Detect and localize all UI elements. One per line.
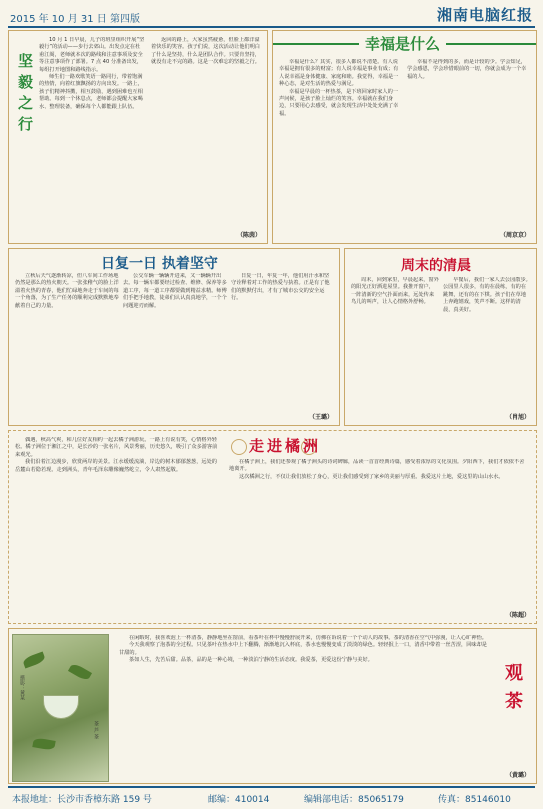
article-zoujin-body-2: 我们沿着江边漫步，欣赏两岸的美景。江水缓缓流淌，岸边的树木郁郁葱葱，远处的岳麓山若隐若现。走到洲头，青年毛泽东雕像巍然屹立，令人肃然起敬。 xyxy=(15,459,217,473)
newspaper-logo: 湘南电脑红报 xyxy=(436,6,533,24)
article-zhoumo-title: 周末的清晨 xyxy=(401,258,471,274)
article-jianyi xyxy=(8,30,268,244)
article-zhoumo-body-1: 周末，回到家里，早晨起来，窗外的阳光正好洒进屋里。我推开窗户，一阵清新的空气扑面而来，远处传来鸟儿的叫声，让人心情格外舒畅。 xyxy=(351,277,439,306)
article-zhoumo-body-2: 早餐后，我们一家人去公园散步。公园里人很多，有的在晨练，有的在跳舞，还有的在下棋。孩子们在草地上奔跑嬉戏，笑声不断。这样的清晨，真美好。 xyxy=(443,277,531,313)
tea-cup-icon xyxy=(43,695,79,719)
article-guancha-author: （黄璐） xyxy=(505,772,530,779)
issue-date: 2015 年 10 月 31 日 第四版 xyxy=(10,14,140,25)
article-riyou-body-3: 日复一日，年复一年，他们用汗水和坚守诠释着对工作的热爱与执着。正是有了他们的默默付出，才有了城市公交的安全运行。 xyxy=(231,273,330,302)
article-jianyi-body-1: 10 月 1 日早晨，儿子的班里组织开展“坚毅行”的活动——步行去郊山。出发点定在杜甫江阁，老师就本次的路线和注意事项及安全等注意事项作了部署。7 点 40 分准备出发，每组打开地图和路线指示。 xyxy=(39,37,145,73)
tea-leaf-icon xyxy=(32,737,55,751)
footer-address: 本报地址：长沙市香樟东路 159 号 xyxy=(12,795,152,805)
article-jianyi-body-2: 师生们一路欢歌笑语一路同行，带着饱满的热情，向着红旗飘扬的方向出发。一路上，孩子们精神抖擞，相互鼓励，遇到困难也互相帮助。每到一个休息点，老师都会提醒大家喝水、整理装备，确保每个人都能跟上队伍。 xyxy=(39,74,143,110)
tea-photo xyxy=(12,634,109,782)
article-riyou-author: （王璐） xyxy=(308,414,333,421)
article-xingfu-author: （周京京） xyxy=(499,232,530,239)
article-xingfu-body-1: 幸福是什么？其实，很多人都说不清楚。有人说幸福是拥有很多的财富；有人说幸福是事业有成；有人说幸福是身体健康、家庭和睦。我觉得，幸福是一种心态，是对生活的热爱与满足。 xyxy=(279,59,399,88)
article-zoujin-body-3: 在橘子洲上，我们还参观了橘子洲头的诗词碑廊，品读一首首经典诗篇，感受着浓厚的文化氛围。夕阳西下，我们才依依不舍地离开。 xyxy=(229,459,525,473)
tea-leaf-icon xyxy=(68,662,92,682)
tea-photo-caption-right: 茶 芦 茶 xyxy=(93,721,99,740)
article-zoujin-author: （陈超） xyxy=(505,612,530,619)
article-guancha-title: 观茶 xyxy=(502,663,523,719)
article-jianyi-title: 坚毅之行 xyxy=(16,53,34,137)
article-zoujin-body-1: 偶遇，秋高气爽，和几位好友相约一起去橘子洲游玩。一路上有说有笑，心情格外轻松。橘子洲位于湘江之中，是长沙的一张名片，风景秀丽，历史悠久，吸引了众多游客前来观光。 xyxy=(15,437,218,458)
masthead xyxy=(8,4,535,28)
tea-leaf-icon xyxy=(22,652,46,669)
article-jianyi-author: （陈茵） xyxy=(236,232,261,239)
article-zoujin-title: 走进橘洲 xyxy=(249,437,322,455)
footer xyxy=(8,786,535,806)
article-xingfu xyxy=(272,30,537,244)
article-guancha-body-1: 在闲暇时，我喜欢泡上一杯清茶，静静地坐在窗前，看茶叶在杯中慢慢舒展开来，仿佛在诉说着一个个动人的故事。茶的清香在空气中弥漫，让人心旷神怡。 xyxy=(129,635,487,641)
article-riyou xyxy=(8,248,340,426)
article-guancha-body-2: 今天我观察了泡茶的全过程。只见茶叶在热水中上下翻腾，渐渐地沉入杯底，茶水也慢慢变成了淡淡的绿色。轻轻抿上一口，清香中带着一丝苦涩，回味却是甘甜的。 xyxy=(119,642,487,656)
footer-phone: 编辑部电话：85065179 xyxy=(304,795,404,805)
article-riyou-body-1: 立秋后天气逐渐转凉，但八车间工作场地仍然是那么的热火朝天。一张张稚气的脸上洋溢着火热的青春，他们忙碌地奔走于车间的每一个角落，为了生产任务的顺利完成默默地奉献着自己的力量。 xyxy=(15,273,119,309)
article-zoujin xyxy=(8,430,537,624)
article-jianyi-body-3: 返回的路上，大家虽然疲惫，但脸上都洋溢着快乐的笑容。孩子们说，这次活动让他们明白了什么是坚持，什么是团队合作。只要肯坚持，就没有走不完的路。这是一次难忘的坚毅之行。 xyxy=(151,37,260,66)
footer-postcode: 邮编：410014 xyxy=(208,795,270,805)
article-xingfu-body-2: 幸福是早晨的一杯热茶，是下班回家时家人的一声问候，是孩子脸上灿烂的笑容。幸福就在我们身边，只要用心去感受，就会发现生活中处处充满了幸福。 xyxy=(279,88,399,117)
tea-photo-caption-left: 摄影：黄某 xyxy=(19,675,25,700)
article-riyou-title: 日复一日 执着坚守 xyxy=(101,256,218,272)
article-zhoumo-author: （肖旭） xyxy=(505,414,530,421)
article-zoujin-body-4: 这次橘洲之行，不仅让我们放松了身心，更让我们感受到了家乡的美丽与厚重。我爱这片土地，爱这里的山山水水。 xyxy=(239,473,504,480)
article-guancha-body-3: 茶如人生，先苦后甜。品茶，品的是一种心境，一种淡泊宁静的生活态度。我爱茶，更爱这份宁静与美好。 xyxy=(129,657,373,664)
article-zhoumo xyxy=(344,248,537,426)
article-xingfu-body-3: 幸福不是得到的多，而是计较的少。学会知足，学会感恩，学会珍惜眼前的一切，你就会成为一个幸福的人。 xyxy=(407,59,527,80)
footer-fax: 传真：85146010 xyxy=(438,795,511,805)
article-riyou-body-2: 公交车辆一辆辆开进来，又一辆辆开出去。每一辆车都要经过检查、维修、保养等多道工序，每一道工序都要做到精益求精。师傅们手把手地教，徒弟们认认真真地学，一个个问题迎刃而解。 xyxy=(123,273,227,309)
article-xingfu-title: 幸福是什么 xyxy=(359,33,446,54)
